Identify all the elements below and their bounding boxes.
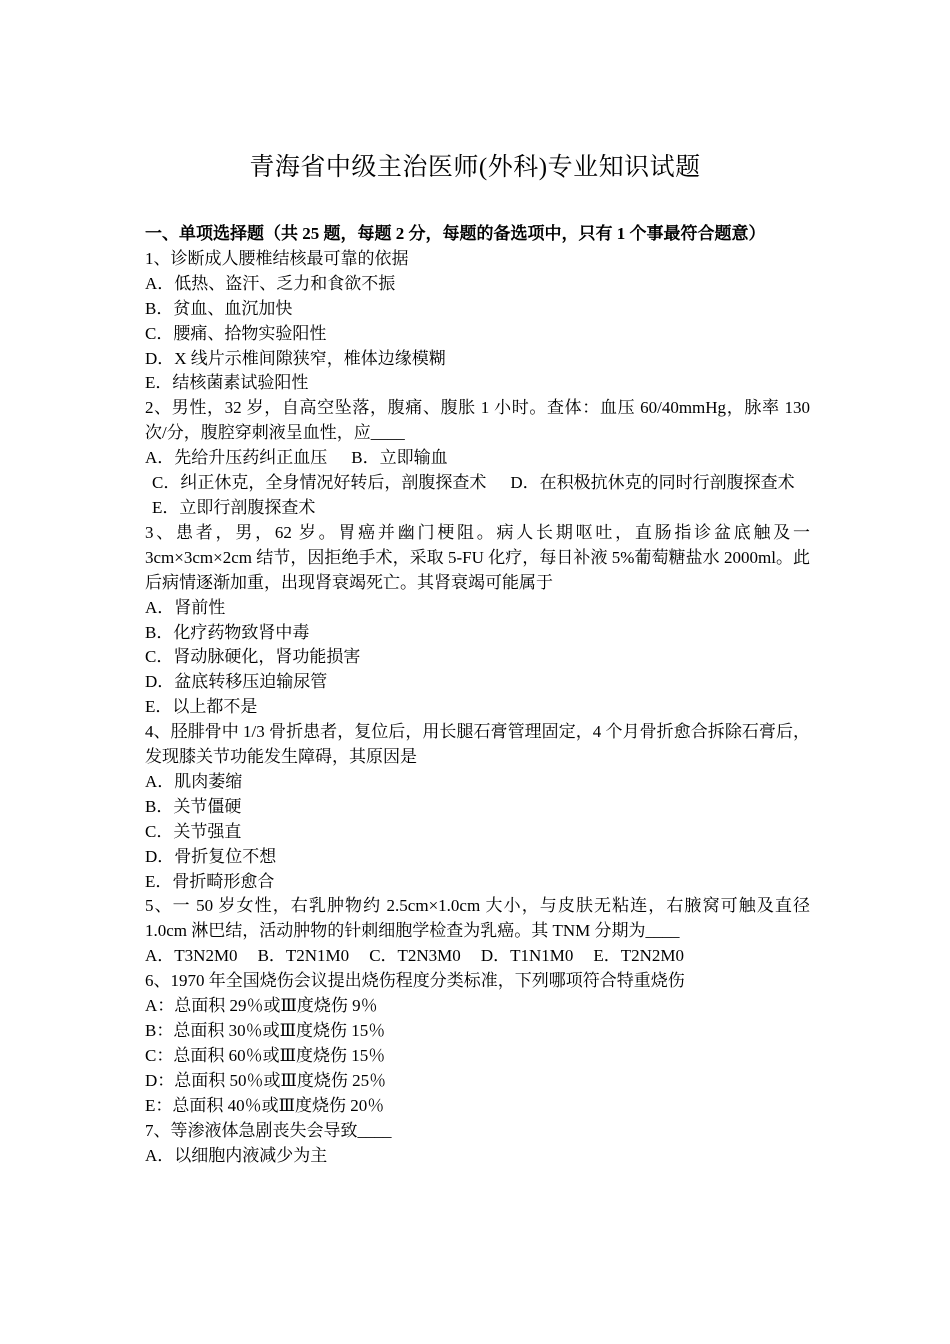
option-a: A．T3N2M0 — [145, 946, 238, 966]
question-stem: 6、1970 年全国烧伤会议提出烧伤程度分类标准，下列哪项符合特重烧伤 — [145, 971, 685, 991]
option-b: B．关节僵硬 — [145, 796, 242, 816]
option-c: C．腰痛、拾物实验阳性 — [145, 323, 327, 343]
option-a: A．肌肉萎缩 — [145, 771, 243, 791]
document-title: 青海省中级主治医师(外科)专业知识试题 — [249, 154, 701, 181]
option-b: B．T2N1M0 — [257, 946, 350, 966]
question-2 — [145, 396, 810, 521]
question-3 — [145, 521, 810, 720]
question-stem: 1、诊断成人腰椎结核最可靠的依据 — [145, 248, 409, 268]
question-6 — [145, 969, 810, 1118]
option-e: E．骨折畸形愈合 — [145, 871, 275, 891]
option-d: D：总面积 50％或Ⅲ度烧伤 25％ — [145, 1070, 387, 1090]
option-a: A．以细胞内液减少为主 — [145, 1145, 328, 1165]
option-a: A．肾前性 — [145, 597, 226, 617]
option-e: E．T2N2M0 — [593, 946, 685, 966]
option-b: B：总面积 30％或Ⅲ度烧伤 15％ — [145, 1021, 386, 1040]
question-1 — [145, 247, 810, 396]
options-row — [145, 944, 810, 969]
question-4 — [145, 720, 810, 894]
options-row — [145, 471, 810, 496]
question-5 — [145, 894, 810, 969]
option-d: D．骨折复位不想 — [145, 846, 277, 866]
option-c: C．纠正休克，全身情况好转后，剖腹探查术 — [152, 473, 487, 493]
option-d: D．X 线片示椎间隙狭窄，椎体边缘模糊 — [145, 348, 446, 368]
option-e: E．以上都不是 — [145, 697, 258, 717]
option-a: A．低热、盗汗、乏力和食欲不振 — [145, 273, 396, 293]
option-a: A．先给升压药纠正血压 — [145, 448, 328, 468]
question-7 — [145, 1119, 810, 1169]
option-e: E．结核菌素试验阳性 — [145, 373, 309, 393]
option-d: D．在积极抗休克的同时行剖腹探查术 — [510, 473, 795, 493]
option-c: C．肾动脉硬化，肾功能损害 — [145, 647, 361, 667]
option-e: E：总面积 40％或Ⅲ度烧伤 20％ — [145, 1095, 385, 1115]
option-c: C．T2N3M0 — [369, 946, 461, 966]
option-b: B．贫血、血沉加快 — [145, 298, 293, 318]
option-c: C．关节强直 — [145, 821, 242, 841]
option-a: A：总面积 29％或Ⅲ度烧伤 9％ — [145, 996, 378, 1016]
question-stem: 7、等渗液体急剧丧失会导致____ — [145, 1120, 392, 1140]
question-stem: 3、患者，男，62 岁。胃癌并幽门梗阻。病人长期呕吐，直肠指诊盆底触及一 3cm×3cm×2cm 结节，因拒绝手术，采取 5-FU 化疗，每日补液 5%葡萄糖盐水 2000ml。此后病情逐渐加重，出现肾衰竭死亡。其肾衰竭可能属于 — [145, 522, 810, 592]
question-stem: 4、胫腓骨中 1/3 骨折患者，复位后，用长腿石膏管理固定，4 个月骨折愈合拆除石膏后，发现膝关节功能发生障碍，其原因是 — [145, 722, 810, 767]
option-b: B．立即输血 — [351, 448, 448, 468]
option-e: E．立即行剖腹探查术 — [152, 497, 316, 517]
section-heading: 一、单项选择题（共 25 题，每题 2 分，每题的备选项中，只有 1 个事最符合题意） — [145, 224, 766, 243]
options-row — [145, 446, 810, 471]
option-d: D．盆底转移压迫输尿管 — [145, 672, 328, 692]
question-stem: 5、一 50 岁女性，右乳肿物约 2.5cm×1.0cm 大小，与皮肤无粘连，右腋窝可触及直径 1.0cm 淋巴结，活动肿物的针刺细胞学检查为乳癌。其 TNM 分期为____ — [145, 896, 810, 941]
question-stem: 2、男性，32 岁，自高空坠落，腹痛、腹胀 1 小时。查体：血压 60/40mmHg，脉率 130 次/分，腹腔穿刺液呈血性，应____ — [145, 398, 810, 443]
document-body — [145, 222, 810, 1168]
option-d: D．T1N1M0 — [480, 946, 574, 966]
option-b: B．化疗药物致肾中毒 — [145, 622, 310, 642]
option-c: C：总面积 60％或Ⅲ度烧伤 15％ — [145, 1045, 386, 1065]
